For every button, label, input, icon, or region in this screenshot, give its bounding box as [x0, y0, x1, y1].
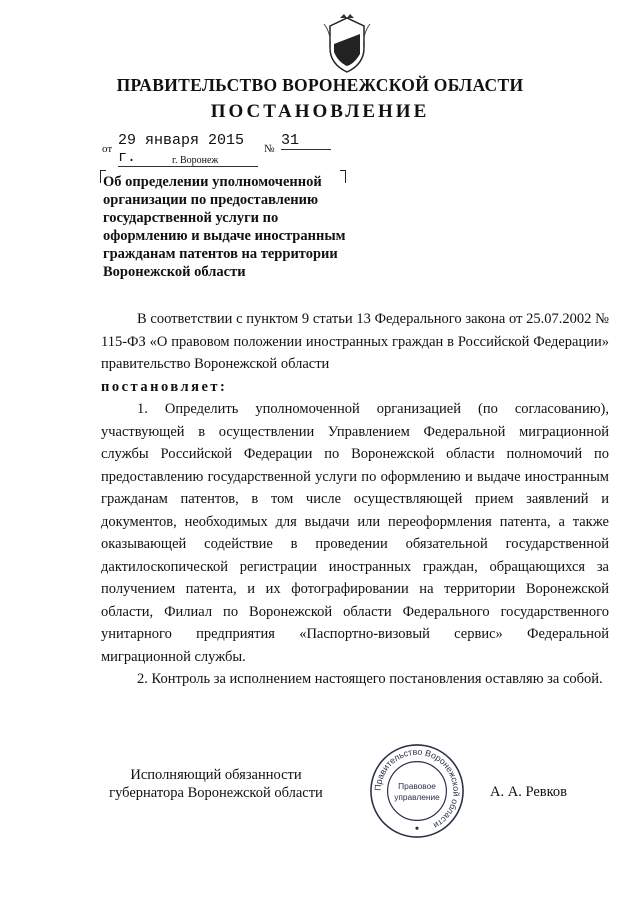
stamp-center-line: Правовое — [398, 781, 436, 792]
item-2-paragraph: 2. Контроль за исполнением настоящего постановления оставляю за собой. — [137, 671, 603, 687]
document-body — [101, 308, 609, 691]
item-1-paragraph: 1. Определить уполномоченной организацией (по согласованию), участвующей в осуществлении Управлением Федеральной миграционной службы Российской Федерации по Воронежской области полномочий по предоставлению государственной услуги по оформлению и выдаче иностранным гражданам патентов, в том числе осуществляющей прием заявлений и документов, необходимых для выдачи или переоформления патента, а также оказывающей содействие в проведении обязательной государственной дактилоскопической регистрации иностранных граждан, обращающихся за получением патента, и их фотографировании на территории Воронежской области, Филиал по Воронежской области Федерального государственного унитарного предприятия «Паспортно-визовый сервис» Федеральной миграционной службы. — [101, 401, 609, 665]
document-date: 29 января 2015 г. — [118, 132, 258, 167]
signatory-title — [101, 766, 331, 802]
signatory-name: А. А. Ревков — [490, 784, 568, 800]
resolves-word: постановляет: — [101, 378, 228, 395]
subject-line: организации по предоставлению — [103, 192, 319, 208]
stamp-center-line: управление — [394, 791, 440, 802]
coat-of-arms-icon — [320, 14, 374, 74]
signatory-title-line: Исполняющий обязанности — [130, 767, 302, 783]
organization-name: ПРАВИТЕЛЬСТВО ВОРОНЕЖСКОЙ ОБЛАСТИ — [116, 75, 524, 95]
date-prefix: от — [102, 143, 113, 155]
subject-line: Воронежской области — [103, 264, 246, 280]
subject-line: оформлению и выдаче иностранным — [103, 228, 346, 244]
document-number: 31 — [281, 132, 331, 150]
subject-line: гражданам патентов на территории — [103, 246, 338, 262]
document-subject — [103, 173, 363, 281]
intro-paragraph: В соответствии с пунктом 9 статьи 13 Федерального закона от 25.07.2002 № 115-ФЗ «О правовом положении иностранных граждан в Российской Федерации» правительство Воронежской области — [101, 311, 609, 372]
document-type: ПОСТАНОВЛЕНИЕ — [210, 101, 430, 122]
city-label: г. Воронеж — [172, 155, 219, 166]
official-stamp-icon — [368, 742, 466, 840]
subject-line: государственной услуги по — [103, 210, 279, 226]
stamp-ring-text: Правительство Воронежской области — [372, 746, 462, 831]
number-prefix: № — [264, 143, 275, 155]
subject-line: Об определении уполномоченной — [103, 174, 322, 190]
signatory-title-line: губернатора Воронежской области — [109, 785, 323, 801]
